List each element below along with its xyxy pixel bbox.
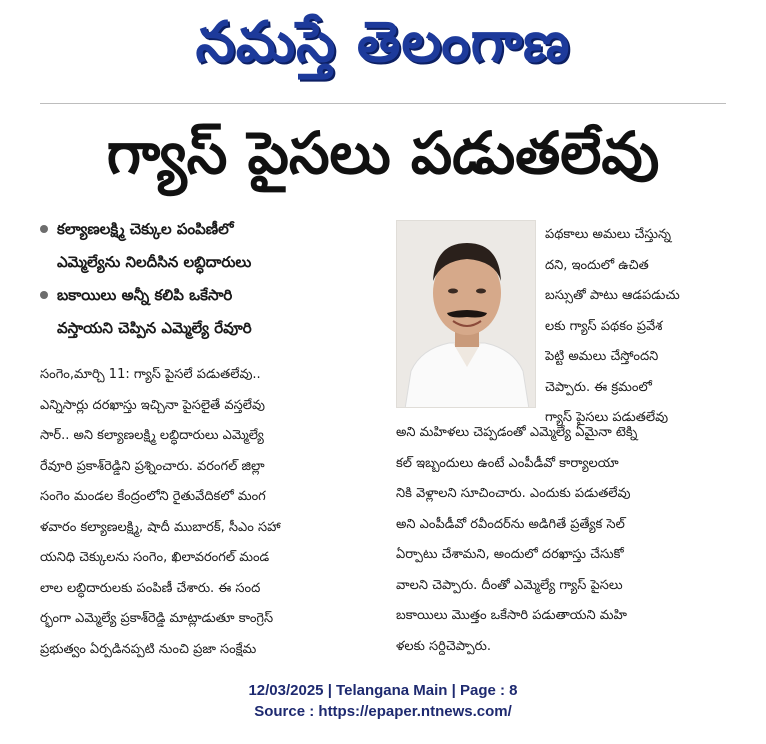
- body-text-line: యనిధి చెక్కులను సంగెం, ఖిలావరంగల్ మండ: [40, 550, 270, 565]
- source-footer: [0, 680, 766, 722]
- body-text-line: సంగెం,మార్చి 11: గ్యాస్ పైసలే పడుతలేవు..: [40, 367, 261, 382]
- body-text-line: బస్సుతో పాటు ఆడపడుచు: [545, 288, 680, 303]
- article-body-left-column: [40, 360, 392, 665]
- article-highlights: [40, 213, 390, 345]
- highlight-item: [40, 279, 390, 345]
- body-text-line: ళవారం కల్యాణలక్ష్మి, షాదీ ముబారక్, సీఎం సహా: [40, 519, 281, 535]
- body-text-line: ళలకు సర్దిచెప్పారు.: [396, 638, 492, 654]
- article-headline: గ్యాస్ పైసలు పడుతలేవు: [106, 119, 660, 187]
- body-text-line: పథకాలు అమలు చేస్తున్న: [545, 227, 672, 242]
- body-text-line: వాలని చెప్పారు. దీంతో ఎమ్మెల్యే గ్యాస్ పైసలు: [396, 577, 623, 593]
- body-text-line: ఎన్నిసార్లు దరఖాస్తు ఇచ్చినా పైసలైతే వస్తలేవు: [40, 397, 265, 413]
- body-text-line: అని మహిళలు చెప్పడంతో ఎమ్మెల్యే ఏమైనా టెక్ని: [396, 425, 638, 440]
- body-text-line: ర్భంగా ఎమ్మెల్యే ప్రకాశ్‌రెడ్డి మాట్లాడుతూ కాంగ్రెస్: [40, 611, 274, 626]
- body-text-line: లకు గ్యాస్ పథకం ప్రవేశ: [545, 318, 663, 334]
- body-text-line: సార్.. అని కల్యాణలక్ష్మి లబ్ధిదారులు ఎమ్మెల్యే: [40, 428, 264, 443]
- bullet-icon: [40, 225, 48, 233]
- source-link[interactable]: Source : https://epaper.ntnews.com/: [254, 703, 512, 720]
- highlight-item: [40, 213, 390, 279]
- article-body-lower-column: [396, 418, 727, 662]
- body-text-line: కల్ ఇబ్బందులు ఉంటే ఎంపీడీవో కార్యాలయా: [396, 455, 619, 471]
- body-text-line: బకాయిలు మొత్తం ఒకేసారి పడుతాయని మహి: [396, 608, 627, 623]
- highlight-text: బకాయిలు అన్నీ కలిపి ఒకేసారి వస్తాయని చెప్పిన ఎమ్మెల్యే రేవూరి: [57, 286, 252, 337]
- body-text-line: గ్యాస్ పైసలు పడుతలేవు: [545, 410, 669, 425]
- body-text-line: అని ఎంపీడీవో రవీందర్‌ను అడిగితే ప్రత్యేక సెల్: [396, 516, 625, 532]
- body-text-line: చెప్పారు. ఈ క్రమంలో: [545, 379, 652, 395]
- body-text-line: లాల లబ్ధిదారులకు పంపిణీ చేశారు. ఈ సంద: [40, 580, 261, 596]
- mla-portrait-photo: [396, 220, 536, 408]
- body-text-line: దని, ఇందులో ఉచిత: [545, 257, 649, 273]
- body-text-line: ఏర్పాటు చేశామని, అందులో దరఖాస్తు చేసుకో: [396, 547, 624, 562]
- masthead: [0, 0, 766, 90]
- masthead-divider: [40, 103, 726, 104]
- highlight-text: కల్యాణలక్ష్మి చెక్కుల పంపిణీలో ఎమ్మెల్యేను నిలదీసిన లబ్ధిదారులు: [57, 220, 252, 271]
- article-body-right-column: [545, 220, 727, 434]
- body-text-line: నికి వెళ్లాలని సూచించారు. ఎందుకు పడుతలేవు: [396, 486, 631, 501]
- newspaper-logo: నమస్తే తెలంగాణ: [195, 10, 571, 75]
- body-text-line: రేవూరి ప్రకాశ్‌రెడ్డిని ప్రశ్నించారు. వరంగల్ జిల్లా: [40, 458, 265, 474]
- body-text-line: ప్రభుత్వం ఏర్పడినప్పటి నుంచి ప్రజా సంక్షేమ: [40, 641, 257, 657]
- body-text-line: సంగెం మండల కేంద్రంలోని రైతువేదికలో మంగ: [40, 489, 266, 504]
- body-text-line: పెట్టి అమలు చేస్తోందని: [545, 349, 659, 364]
- bullet-icon: [40, 291, 48, 299]
- edition-info: 12/03/2025 | Telangana Main | Page : 8: [248, 682, 518, 699]
